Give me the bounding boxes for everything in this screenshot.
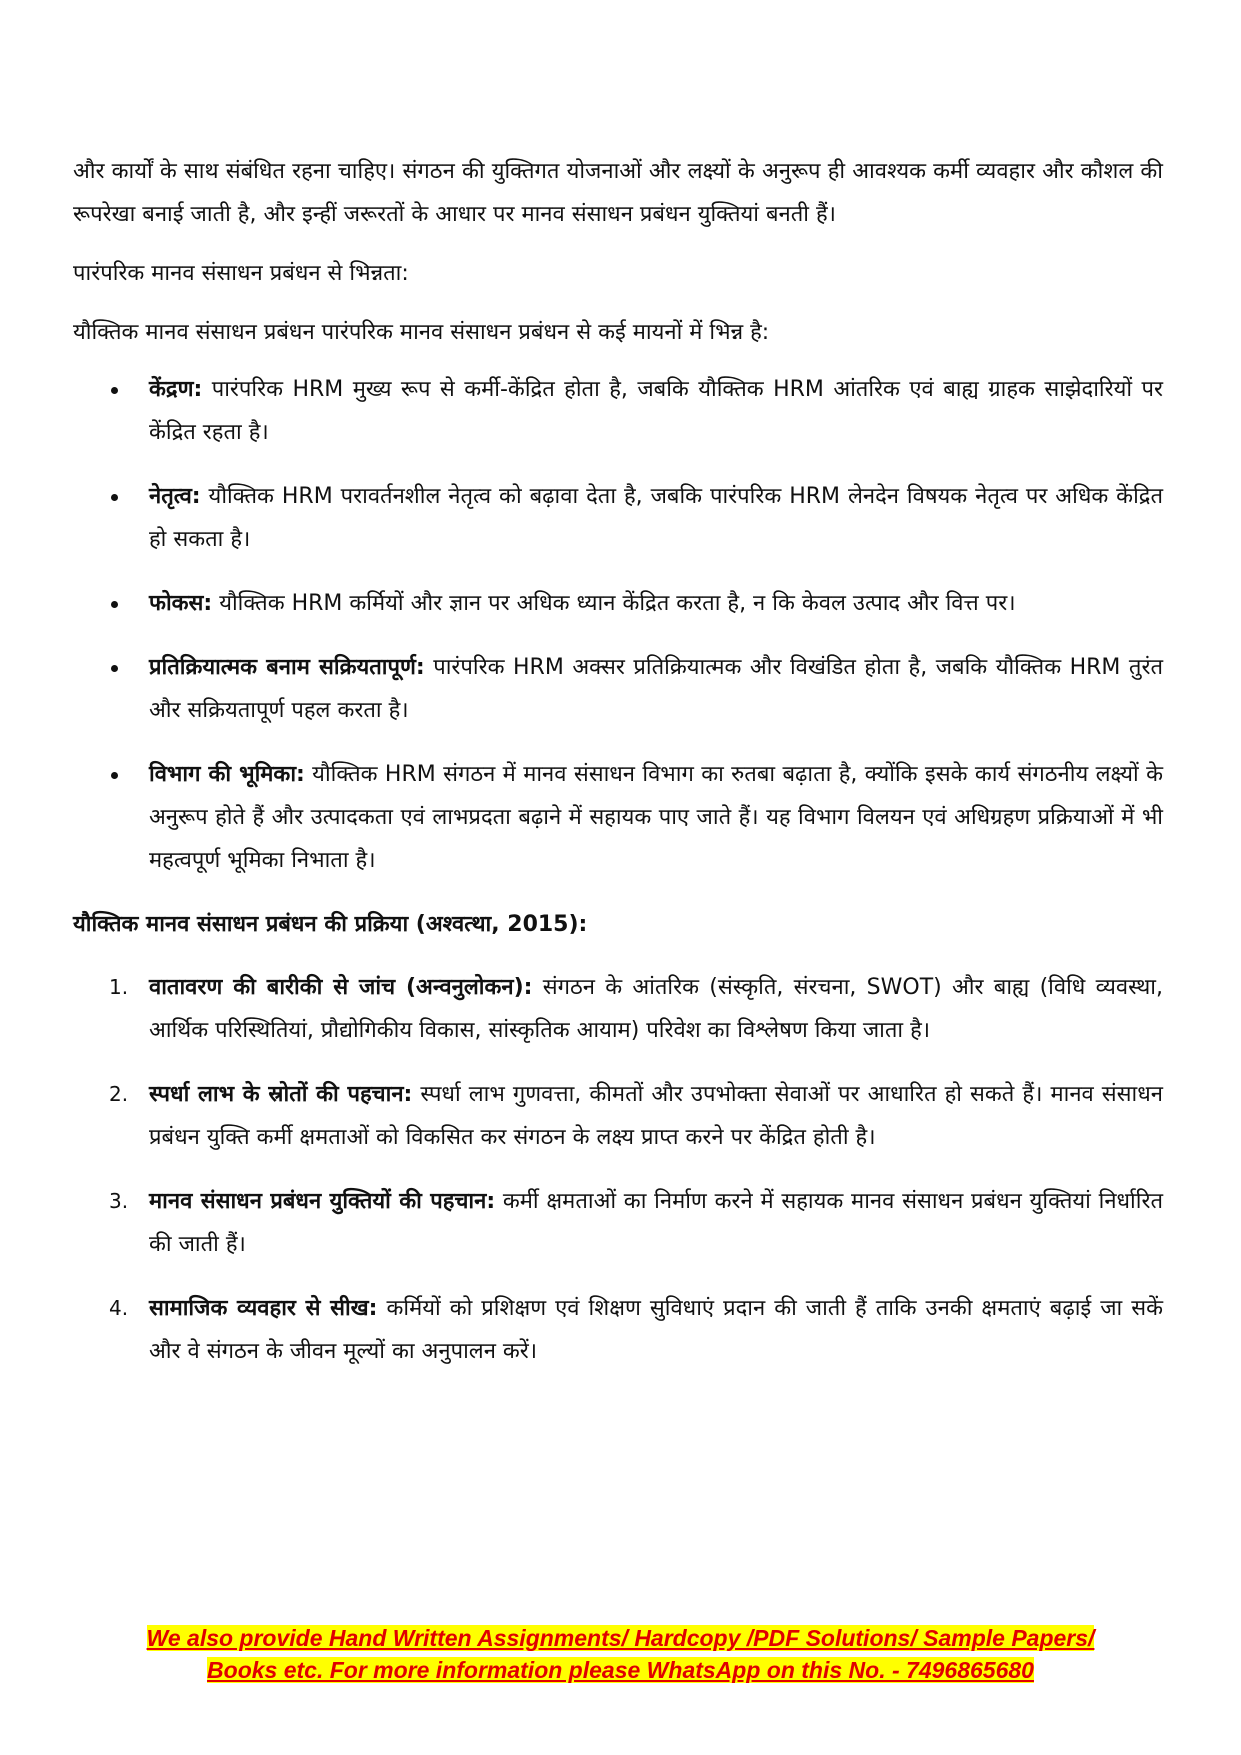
difference-term: विभाग की भूमिका: xyxy=(149,762,305,787)
difference-lead: यौक्तिक मानव संसाधन प्रबंधन पारंपरिक मानव संसाधन प्रबंधन से कई मायनों में भिन्न है: xyxy=(73,320,770,345)
step-number: 2. xyxy=(109,1082,129,1106)
step-term: वातावरण की बारीकी से जांच (अन्वनुलोकन): xyxy=(149,975,533,1000)
process-step xyxy=(73,1073,1163,1159)
process-heading: यौक्तिक मानव संसाधन प्रबंधन की प्रक्रिया (अश्वत्था, 2015): xyxy=(73,912,588,937)
difference-list xyxy=(73,368,1163,882)
step-term: सामाजिक व्यवहार से सीख: xyxy=(149,1296,378,1321)
process-step xyxy=(73,966,1163,1052)
step-text: कर्मी क्षमताओं का निर्माण करने में सहायक मानव संसाधन प्रबंधन युक्तियां निर्धारित की जाती हैं। xyxy=(149,1189,1163,1257)
step-text: स्पर्धा लाभ गुणवत्ता, कीमतों और उपभोक्ता सेवाओं पर आधारित हो सकते हैं। मानव संसाधन प्रबंधन युक्ति कर्मी क्षमताओं को विकसित कर संगठन के लक्ष्य प्राप्त करने पर केंद्रित होती है। xyxy=(149,1082,1163,1150)
bullet-icon xyxy=(111,772,118,779)
difference-text: यौक्तिक HRM परावर्तनशील नेतृत्व को बढ़ावा देता है, जबकि पारंपरिक HRM लेनदेन विषयक नेतृत्व पर अधिक केंद्रित हो सकता है। xyxy=(149,484,1163,552)
difference-text: यौक्तिक HRM कर्मियों और ज्ञान पर अधिक ध्यान केंद्रित करता है, न कि केवल उत्पाद और वित्त पर। xyxy=(212,591,1016,616)
difference-term: प्रतिक्रियात्मक बनाम सक्रियतापूर्ण: xyxy=(149,655,425,680)
promo-line-1 xyxy=(60,1622,1181,1654)
step-text: कर्मियों को प्रशिक्षण एवं शिक्षण सुविधाएं प्रदान की जाती हैं ताकि उनकी क्षमताएं बढ़ाई जा सकें और वे संगठन के जीवन मूल्यों का अनुपालन करें। xyxy=(149,1296,1163,1364)
difference-item xyxy=(73,582,1163,625)
difference-term: फोकस: xyxy=(149,591,213,616)
intro-paragraph: और कार्यों के साथ संबंधित रहना चाहिए। संगठन की युक्तिगत योजनाओं और लक्ष्यों के अनुरूप ही आवश्यक कर्मी व्यवहार और कौशल की रूपरेखा बनाई जाती है, और इन्हीं जरूरतों के आधार पर मानव संसाधन प्रबंधन युक्तियां बनती हैं। xyxy=(73,159,1163,227)
difference-text: पारंपरिक HRM मुख्य रूप से कर्मी-केंद्रित होता है, जबकि यौक्तिक HRM आंतरिक एवं बाह्य ग्राहक साझेदारियों पर केंद्रित रहता है। xyxy=(149,377,1163,445)
step-text: संगठन के आंतरिक (संस्कृति, संरचना, SWOT) और बाह्य (विधि व्यवस्था, आर्थिक परिस्थितियां, प्रौद्योगिकीय विकास, सांस्कृतिक आयाम) परिवेश का विश्लेषण किया जाता है। xyxy=(149,975,1163,1043)
step-term: मानव संसाधन प्रबंधन युक्तियों की पहचान: xyxy=(149,1189,496,1214)
step-number: 1. xyxy=(109,975,129,999)
bullet-icon xyxy=(111,387,118,394)
difference-item xyxy=(73,753,1163,882)
step-number: 3. xyxy=(109,1189,129,1213)
difference-term: नेतृत्व: xyxy=(149,484,201,509)
promo-text-2: Books etc. For more information please WhatsApp on this No. - 7496865680 xyxy=(207,1657,1034,1683)
difference-item xyxy=(73,368,1163,454)
bullet-icon xyxy=(111,665,118,672)
difference-heading: पारंपरिक मानव संसाधन प्रबंधन से भिन्नता: xyxy=(73,261,409,286)
process-step xyxy=(73,1287,1163,1373)
document-body xyxy=(73,150,1163,1394)
difference-item xyxy=(73,475,1163,561)
promo-text-1: We also provide Hand Written Assignments/ Hardcopy /PDF Solutions/ Sample Papers/ xyxy=(146,1625,1095,1651)
difference-item xyxy=(73,646,1163,732)
difference-text: यौक्तिक HRM संगठन में मानव संसाधन विभाग का रुतबा बढ़ाता है, क्योंकि इसके कार्य संगठनीय लक्ष्यों के अनुरूप होते हैं और उत्पादकता एवं लाभप्रदता बढ़ाने में सहायक पाए जाते हैं। यह विभाग विलयन एवं अधिग्रहण प्रक्रियाओं में भी महत्वपूर्ण भूमिका निभाता है। xyxy=(149,762,1163,873)
difference-term: केंद्रण: xyxy=(149,377,203,402)
step-term: स्पर्धा लाभ के स्रोतों की पहचान: xyxy=(149,1082,413,1107)
promo-footer xyxy=(60,1622,1181,1686)
difference-text: पारंपरिक HRM अक्सर प्रतिक्रियात्मक और विखंडित होता है, जबकि यौक्तिक HRM तुरंत और सक्रियतापूर्ण पहल करता है। xyxy=(149,655,1164,723)
bullet-icon xyxy=(111,494,118,501)
process-steps-list xyxy=(73,966,1163,1373)
bullet-icon xyxy=(111,601,118,608)
process-step xyxy=(73,1180,1163,1266)
step-number: 4. xyxy=(109,1296,129,1320)
promo-line-2 xyxy=(60,1654,1181,1686)
